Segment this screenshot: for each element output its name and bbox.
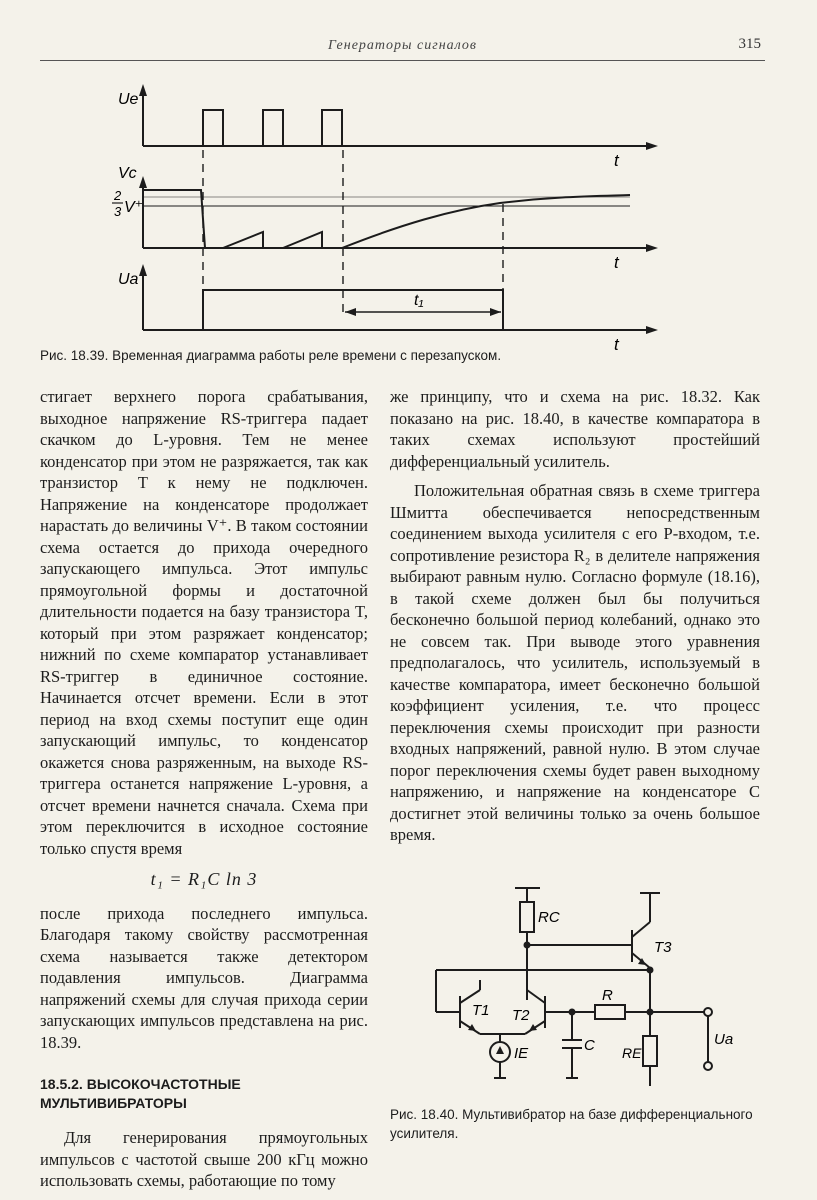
section-heading: 18.5.2. ВЫСОКОЧАСТОТНЫЕ МУЛЬТИВИБРАТОРЫ [40, 1076, 241, 1111]
label-vplus: V⁺ [124, 199, 144, 216]
label-vc: Vc [118, 165, 137, 182]
label-rc: RC [538, 909, 560, 926]
right-paragraph-2: Положительная обратная связь в схеме триггера Шмитта обеспечивается непосредственным соединением выхода усилителя с его P-входом, т.е. сопротивление резистора R₂ в делителе напряжения выбирают равным нулю. Согласно формуле (18.16), в такой схеме должен был бы получиться бесконечно большой период колебаний, однако это не совсем так. При выводе этого уравнения предполагалось, что усилитель, используемый в качестве компаратора, имеет бесконечно большой коэффициент усиления, т.е. что процесс переключения схемы происходит при разности входных напряжений, равной нулю. В этом случае порог переключения схемы будет равен выходному напряжению, и напряжение на конденсаторе C достигнет этой величины только за очень большое время. [390, 481, 760, 844]
left-paragraph-2: после прихода последнего импульса. Благодаря такому свойству рассмотренная схема называется также детектором подавления импульсов. Диаграмма напряжений схемы для случая прихода серии запускающих импульсов представлена на рис. 18.39. [40, 903, 368, 1052]
label-t-axis-2: t [614, 253, 619, 272]
label-t3: T3 [654, 939, 672, 956]
label-t-axis-3: t [614, 335, 619, 354]
left-paragraph-3: Для генерирования прямоугольных импульсов с частотой свыше 200 кГц можно использовать схемы, работающие по тому [40, 1128, 368, 1190]
figure-caption-18-40: Рис. 18.40. Мультивибратор на базе дифференциального усилителя. [390, 1107, 753, 1141]
label-frac-den: 3 [114, 204, 122, 219]
label-t1: t₁ [414, 292, 424, 309]
label-t1-transistor: T1 [472, 1002, 490, 1019]
label-ie: IE [514, 1045, 529, 1062]
label-frac-num: 2 [114, 188, 122, 203]
formula-t1: t₁ = R₁C ln 3 [150, 869, 258, 889]
label-t-axis-1: t [614, 151, 619, 170]
page-number: 315 [738, 36, 761, 52]
label-re: RE [622, 1045, 642, 1061]
figure-caption-18-39: Рис. 18.39. Временная диаграмма работы реле времени с перезапуском. [40, 348, 502, 363]
label-ue: Ue [118, 91, 139, 108]
label-t2-transistor: T2 [512, 1007, 530, 1024]
label-ua-output: Ua [714, 1031, 734, 1048]
right-paragraph-1: же принципу, что и схема на рис. 18.32. Как показано на рис. 18.40, в качестве компаратора в таких схемах используют простейший дифференциальный усилитель. [390, 387, 760, 471]
running-title: Генераторы сигналов [328, 38, 477, 53]
label-r: R [602, 987, 613, 1004]
left-paragraph-1: стигает верхнего порога срабатывания, выходное напряжение RS-триггера падает скачком до L-уровня. Тем не менее конденсатор при этом не разряжается, так как транзистор T к нему не подключен. Напряжение на конденсаторе продолжает нарастать до величины V⁺. В таком состоянии схема остается до прихода очередного запускающего импульса. Этот импульс прямоугольной формы и достаточной длительности подается на базу транзистора T, который при этом разряжает конденсатор; нижний по схеме компаратор устанавливает RS-триггер в единичное состояние. Начинается отсчет времени. Если в этот период на вход схемы поступит еще один запускающий импульс, то конденсатор окажется снова разряженным, на выходе RS-триггера останется напряжение L-уровня, а отсчет времени начнется сначала. Схема при этом переключится в исходное состояние только спустя время [40, 387, 368, 858]
label-c: C [584, 1037, 595, 1054]
label-ua: Ua [118, 271, 139, 288]
